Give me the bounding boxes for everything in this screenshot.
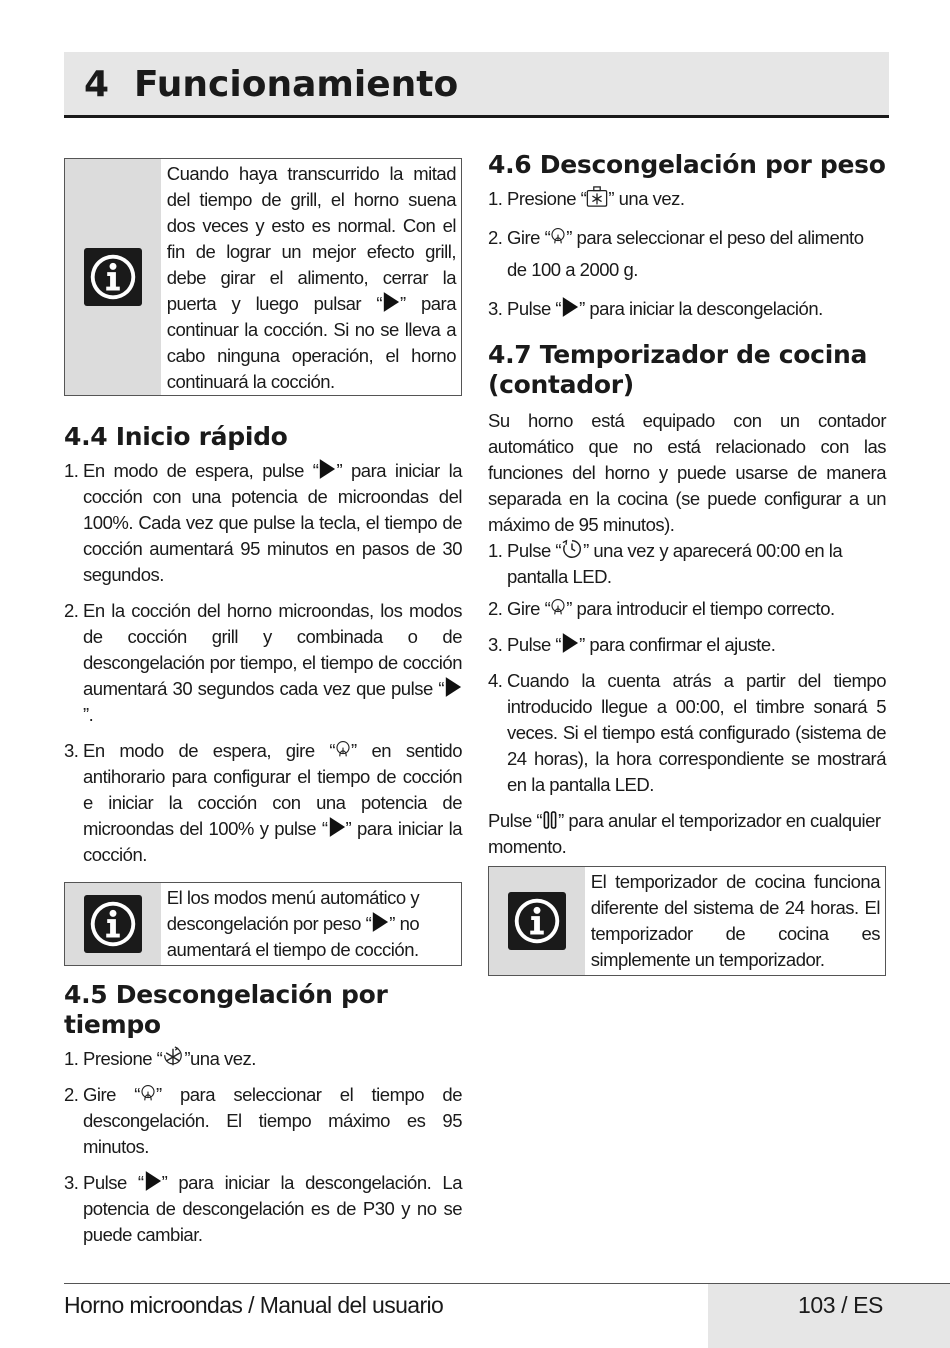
steps-4-6 <box>488 186 886 322</box>
steps-4-5 <box>64 1046 462 1248</box>
play-icon <box>561 632 579 654</box>
list-item: 2. Gire “ ” para seleccionar el peso del alimento de 100 a 2000 g. <box>488 227 864 280</box>
info-note-text: Cuando haya transcurrido la mitad del tiempo de grill, el horno suena dos veces y esto es normal. Con el fin de lograr un mejor efecto grill, debe girar el alimento, cerrar la puerta y luego pulsar “ ” para continuar la cocción. Si no se lleva a cabo ninguna operación, el horno continuará la cocción. <box>166 163 456 392</box>
play-icon <box>561 296 579 318</box>
cancel-note: Pulse “ ” para anular el temporizador en cualquier momento. <box>488 810 881 857</box>
list-item: 3. En modo de espera, gire “ ” en sentido antihorario para configurar el tiempo de cocción e iniciar la cocción con una potencia de microondas del 100% y pulse “ ” para iniciar la cocción. <box>64 740 462 865</box>
info-icon <box>84 895 142 953</box>
steps-4-4 <box>64 458 462 868</box>
info-note-timer <box>488 866 886 976</box>
play-icon <box>444 676 462 698</box>
dial-icon <box>140 1084 156 1104</box>
list-item: 3. Pulse “ ” para iniciar la descongelación. La potencia de descongelación es de P30 y no se puede cambiar. <box>64 1172 462 1245</box>
play-icon <box>144 1170 162 1192</box>
section-title-4-4: 4.4 Inicio rápido <box>64 422 288 451</box>
list-item: 2. En la cocción del horno microondas, los modos de cocción grill y combinada o de descongelación por tiempo, el tiempo de cocción aumentará 30 segundos cada vez que pulse “”. <box>64 600 462 725</box>
list-item: 1. Presione “ ”una vez. <box>64 1048 256 1069</box>
info-icon <box>508 892 566 950</box>
list-item: 4. Cuando la cuenta atrás a partir del tiempo introducido llegue a 00:00, el timbre sonará 5 veces. Si el tiempo está configurado (sistema de 24 horas), la hora correspondiente se mostrará en la pantalla LED. <box>488 670 886 795</box>
timer-icon <box>561 538 583 560</box>
steps-4-7 <box>488 538 886 798</box>
list-item: 3. Pulse “ ” para confirmar el ajuste. <box>488 634 776 655</box>
section-title-4-6: 4.6 Descongelación por peso <box>488 150 886 179</box>
dial-icon <box>550 598 566 618</box>
stop-icon <box>542 810 558 830</box>
left-column <box>64 158 462 1258</box>
chapter-number: 4 <box>84 64 110 105</box>
right-column <box>488 150 886 976</box>
play-icon <box>328 816 346 838</box>
footer-manual-title: Horno microondas / Manual del usuario <box>64 1292 444 1318</box>
chapter-header <box>64 52 889 118</box>
play-icon <box>371 911 389 933</box>
list-item: 1. Pulse “ ” una vez y aparecerá 00:00 en la pantalla LED. <box>488 540 843 587</box>
info-note-grill <box>64 158 462 396</box>
list-item: 3. Pulse “ ” para iniciar la descongelación. <box>488 298 823 319</box>
list-item: 1. Presione “ ” una vez. <box>488 188 685 209</box>
dial-icon <box>335 740 351 760</box>
list-item: 2. Gire “ ” para seleccionar el tiempo de descongelación. El tiempo máximo es 95 minutos. <box>64 1084 463 1157</box>
footer-page-number: 103 / ES <box>797 1292 883 1318</box>
dial-icon <box>550 227 566 247</box>
info-icon <box>84 248 142 306</box>
section-title-4-5: 4.5 Descongelación por tiempo <box>64 980 388 1039</box>
intro-paragraph: Su horno está equipado con un contador automático que no está relacionado con las funciones del horno y puede usarse de manera separada en la cocina (se puede configurar a un máximo de 95 minutos). <box>488 410 886 535</box>
section-title-4-7: 4.7 Temporizador de cocina (contador) <box>488 340 868 399</box>
defrost-time-icon <box>162 1046 184 1068</box>
list-item: 2. Gire “ ” para introducir el tiempo correcto. <box>488 598 835 619</box>
chapter-title: Funcionamiento <box>134 64 459 105</box>
play-icon <box>382 291 400 313</box>
defrost-weight-icon <box>586 186 608 208</box>
info-note-auto-menu <box>64 882 462 966</box>
info-note-text: El los modos menú automático y descongelación por peso “ ” no aumentará el tiempo de cocción. <box>166 887 420 960</box>
info-note-text: El temporizador de cocina funciona diferente del sistema de 24 horas. El temporizador de cocina es simplemente un temporizador. <box>590 871 880 970</box>
list-item: 1. En modo de espera, pulse “ ” para iniciar la cocción con una potencia de microondas del 100%. Cada vez que pulse la tecla, el tiempo de cocción aumentará 95 minutos en pasos de 30 segundos. <box>64 460 463 585</box>
play-icon <box>318 458 336 480</box>
